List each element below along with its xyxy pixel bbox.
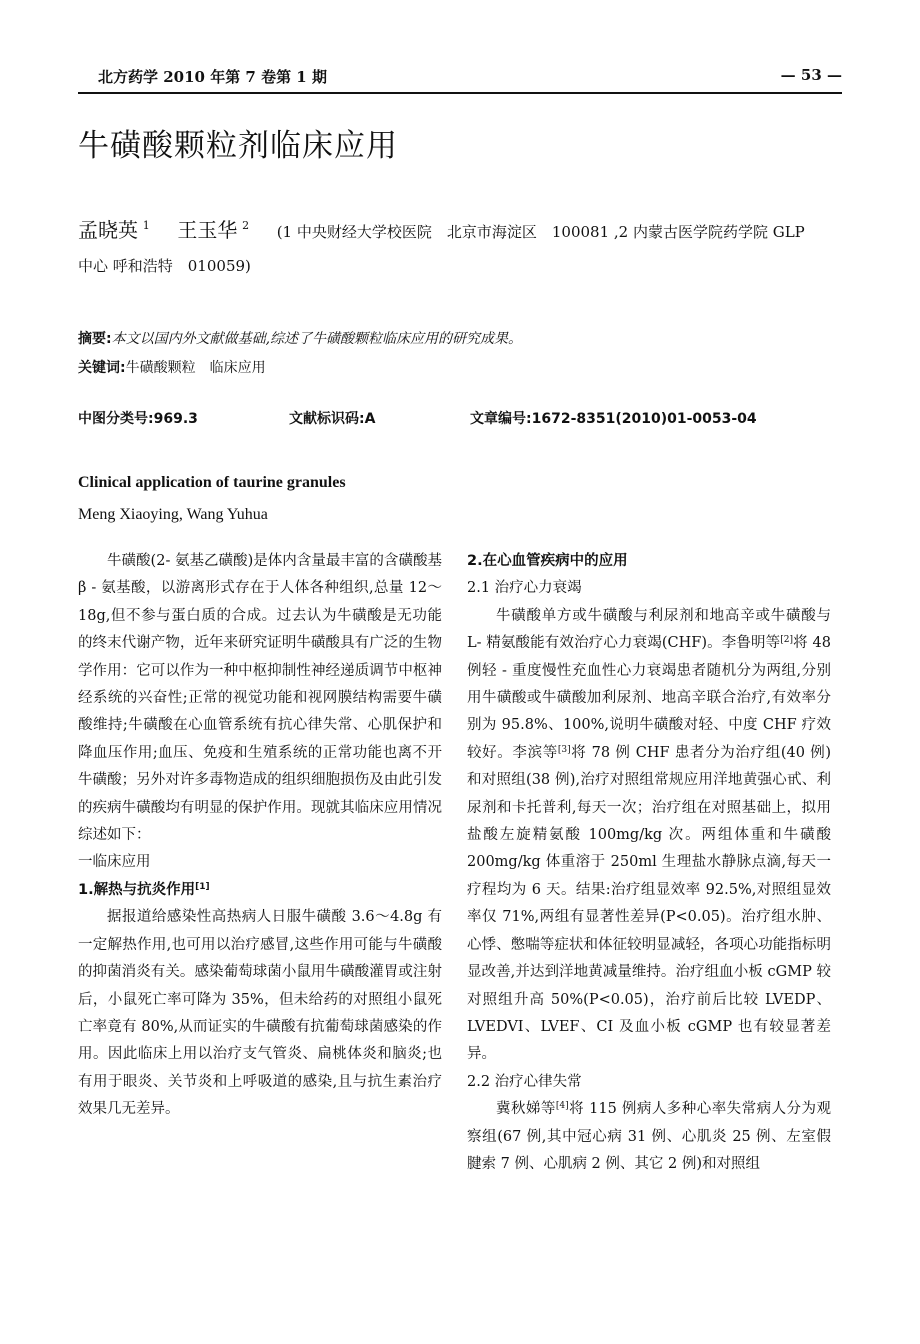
author-2-affiliation-mark: 2: [242, 219, 250, 232]
section-heading-clinical: 一临床应用: [78, 854, 151, 871]
citation-2: [2]: [780, 635, 794, 646]
right-column: [467, 548, 831, 1178]
classification-row: [78, 408, 848, 436]
subsection-heading-2-1: 2.1 治疗心力衰竭: [467, 580, 582, 597]
article-title: 牛磺酸颗粒剂临床应用: [78, 128, 398, 164]
citation-1: [1]: [195, 881, 210, 892]
paragraph-heart-failure: 牛磺酸单方或牛磺酸与利尿剂和地高辛或牛磺酸与 L- 精氨酸能有效治疗心力衰竭(CHF)。李鲁明等[2]将 48 例轻 - 重度慢性充血性心力衰竭患者随机分为两组,分别用牛磺酸或牛磺酸加利尿剂、地高辛联合治疗,有效率分别为 95.8%、100%,说明牛磺酸对轻、中度 CHF 疗效较好。李滨等[3]将 78 例 CHF 患者分为治疗组(40 例)和对照组(38 例),治疗对照组常规应用洋地黄强心甙、利尿剂和卡托普利,每天一次；治疗组在对照基础上，拟用盐酸左旋精氨酸 100mg/kg 次。两组体重和牛磺酸 200mg/kg 体重溶于 250ml 生理盐水静脉点滴,每天一疗程均为 6 天。结果:治疗组显效率 92.5%,对照组显效率仅 71%,两组有显著性差异(P<0.05)。治疗组水肿、心悸、憋喘等症状和体征较明显减轻，各项心功能指标明显改善,并达到洋地黄减量维持。治疗组血小板 cGMP 较对照组升高 50%(P<0.05)，治疗前后比较 LVEDP、LVEDVI、LVEF、CI 及血小板 cGMP 也有较显著差异。: [467, 607, 832, 1063]
keywords: [78, 354, 848, 382]
article-number: 文章编号:1672-8351(2010)01-0053-04: [470, 411, 757, 427]
abstract-text: 本文以国内外文献做基础,综述了牛磺酸颗粒临床应用的研究成果。: [111, 331, 523, 347]
english-authors: Meng Xiaoying, Wang Yuhua: [78, 506, 268, 523]
journal-name: 北方药学 2010 年第 7 卷第 1 期: [98, 68, 327, 86]
english-title: Clinical application of taurine granules: [78, 474, 346, 491]
intro-paragraph: 牛磺酸(2- 氨基乙磺酸)是体内含量最丰富的含磺酸基 β - 氨基酸，以游离形式存在于人体各种组织,总量 12～18g,但不参与蛋白质的合成。过去认为牛磺酸是无功能的终末代谢产物，近年来研究证明牛磺酸具有广泛的生物学作用：它可以作为一种中枢抑制性神经递质调节中枢神经系统的兴奋性;正常的视觉功能和视网膜结构需要牛磺酸维持;牛磺酸在心血管系统有抗心律失常、心肌保护和降血压作用;血压、免疫和生殖系统的正常功能也离不开牛磺酸；另外对许多毒物造成的组织细胞损伤及由此引发的疾病牛磺酸均有明显的保护作用。现就其临床应用情况综述如下：: [78, 553, 442, 844]
author-1-affiliation-mark: 1: [142, 219, 150, 232]
keywords-text: 牛磺酸颗粒 临床应用: [125, 360, 266, 376]
paragraph-antipyretic: 据报道给感染性高热病人日服牛磺酸 3.6～4.8g 有一定解热作用,也可用以治疗感冒,这些作用可能与牛磺酸的抑菌消炎有关。感染葡萄球菌小鼠用牛磺酸灌胃或注射后，小鼠死亡率可降为 35%，但未给药的对照组小鼠死亡率竟有 80%,从而证实的牛磺酸有抗葡萄球菌感染的作用。因此临床上用以治疗支气管炎、扁桃体炎和脑炎;也有用于眼炎、关节炎和上呼吸道的感染,且与抗生素治疗效果几无差异。: [78, 909, 442, 1118]
paragraph-arrhythmia: 冀秋娣等[4]将 115 例病人多种心率失常病人分为观察组(67 例,其中冠心病 31 例、心肌炎 25 例、左室假腱索 7 例、心肌病 2 例、其它 2 例)和对照组: [467, 1101, 831, 1172]
affiliation-line-1: (1 中央财经大学校医院 北京市海淀区 100081 ,2 内蒙古医学院药学院 GLP: [276, 223, 805, 241]
abstract: [78, 324, 848, 354]
abstract-label: 摘要:: [78, 331, 112, 347]
author-block: [78, 213, 848, 283]
subsection-heading-2-2: 2.2 治疗心律失常: [467, 1073, 582, 1090]
citation-3: [3]: [557, 744, 571, 755]
citation-4: [4]: [555, 1101, 569, 1112]
affiliation-line-2: 中心 呼和浩特 010059): [78, 257, 251, 275]
keywords-label: 关键词:: [78, 360, 126, 376]
left-column: [78, 548, 442, 1124]
author-2: 王玉华: [177, 218, 238, 242]
clc-number: 中图分类号:969.3: [78, 411, 198, 427]
running-header: [78, 64, 842, 94]
section-heading-2: 2.在心血管疾病中的应用: [467, 553, 628, 569]
author-1: 孟晓英: [78, 218, 138, 242]
subsection-heading-1: 1.解热与抗炎作用[1]: [78, 881, 210, 898]
page-number: — 53 —: [780, 66, 842, 84]
document-code: 文献标识码:A: [289, 411, 376, 427]
